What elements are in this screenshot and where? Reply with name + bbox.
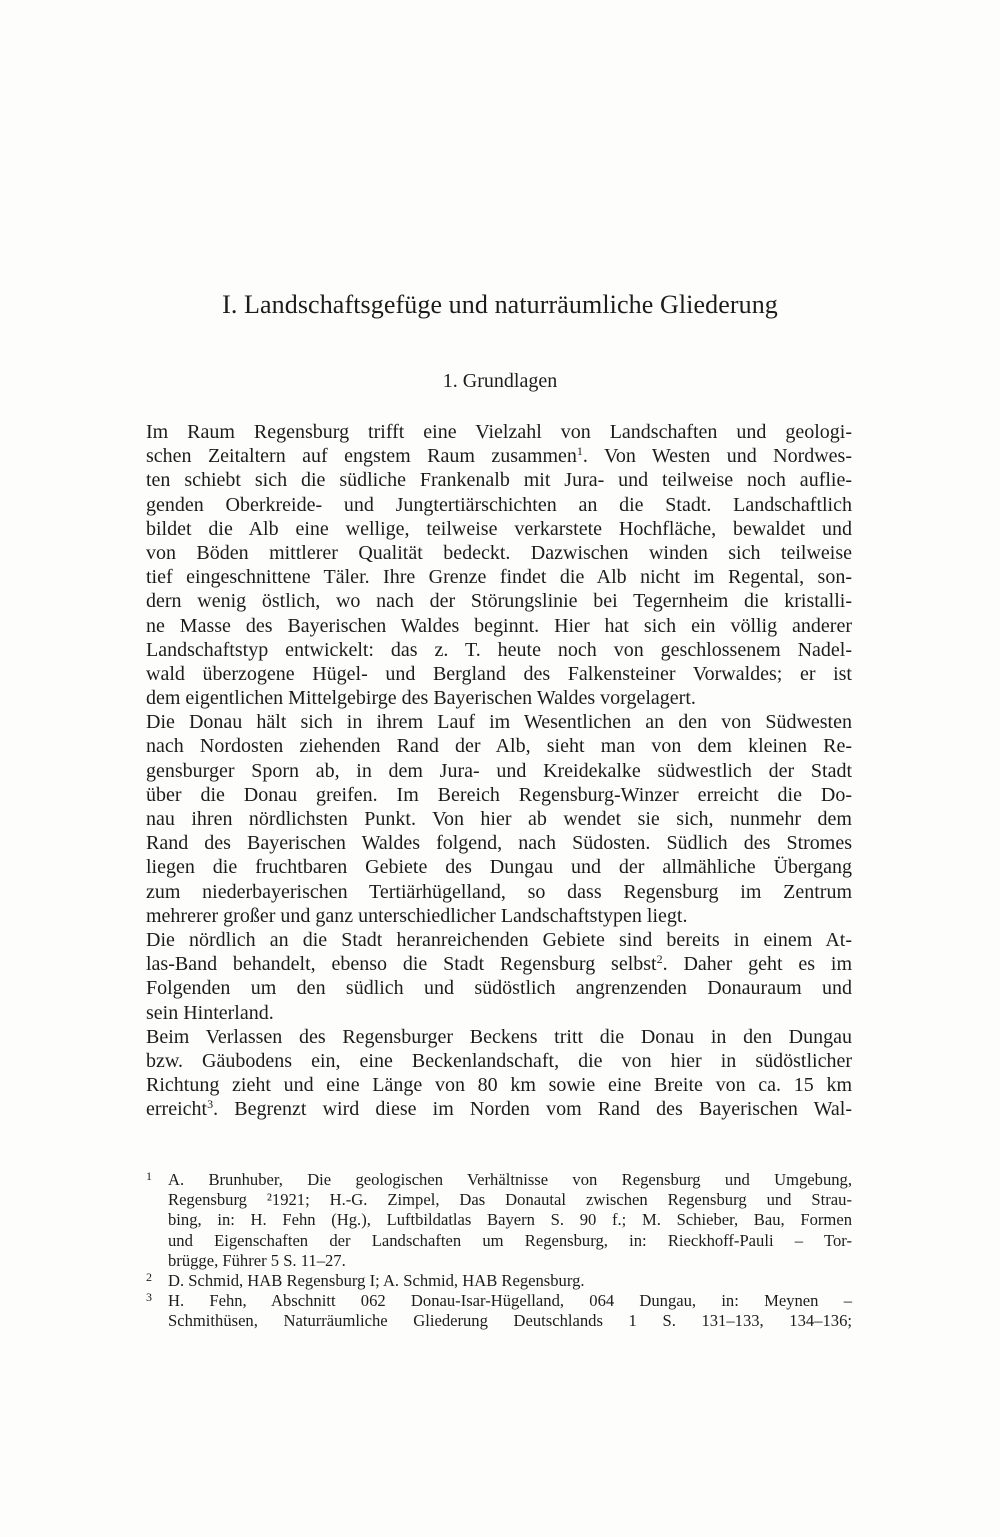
body-line: las-Band behandelt, ebenso die Stadt Regensburg selbst$^2$. Daher geht es im [146,952,852,976]
body-line: Die nördlich an die Stadt heranreichenden Gebiete sind bereits in einem At- [146,928,852,951]
body-line: Die Donau hält sich in ihrem Lauf im Wesentlichen an den von Südwesten [146,711,852,734]
footnote-line: Regensburg ²1921; H.-G. Zimpel, Das Donautal zwischen Regensburg und Strau- [168,1190,852,1210]
footnotes [146,1170,852,1332]
body-line: Landschaftstyp entwickelt: das z. T. heute noch von geschlossenem Nadel- [146,638,852,661]
section-title: 1. Grundlagen [442,370,558,392]
footnote-line: D. Schmid, HAB Regensburg I; A. Schmid, HAB Regensburg. [168,1270,585,1290]
body-line: genden Oberkreide- und Jungtertiärschichten an die Stadt. Landschaftlich [146,493,852,516]
body-line: wald überzogene Hügel- und Bergland des Falkensteiner Vorwaldes; er ist [146,662,852,685]
body-line: Im Raum Regensburg trifft eine Vielzahl von Landschaften und geologi- [146,421,852,443]
body-line: ten schiebt sich die südliche Frankenalb mit Jura- und teilweise noch auflie- [146,469,852,492]
footnote-reference: 1 [576,444,583,459]
body-line: nach Nordosten ziehenden Rand der Alb, sieht man von dem kleinen Re- [146,735,852,758]
body-line: von Böden mittlerer Qualität bedeckt. Dazwischen winden sich teilweise [146,541,852,564]
footnote-line: und Eigenschaften der Landschaften um Regensburg, in: Rieckhoff-Pauli – Tor- [168,1230,852,1250]
footnote-line: brügge, Führer 5 S. 11–27. [168,1250,346,1270]
body-line: gensburger Sporn ab, in dem Jura- und Kreidekalke südwestlich der Stadt [146,759,852,782]
footnote-reference: 3 [207,1097,214,1112]
body-line: mehrerer großer und ganz unterschiedlicher Landschaftstypen liegt. [146,904,688,927]
body-line: tief eingeschnittene Täler. Ihre Grenze findet die Alb nicht im Regental, son- [146,566,852,589]
body-line: sein Hinterland. [146,1001,274,1024]
body-line: über die Donau greifen. Im Bereich Regensburg-Winzer erreicht die Do- [146,783,852,806]
chapter-title: I. Landschaftsgefüge und naturräumliche Gliederung [222,290,778,319]
body-line: Folgenden um den südlich und südöstlich angrenzenden Donauraum und [146,977,852,1000]
body-line: zum niederbayerischen Tertiärhügelland, so dass Regensburg im Zentrum [146,880,852,903]
footnote-line: A. Brunhuber, Die geologischen Verhältnisse von Regensburg und Umgebung, [168,1170,852,1189]
body-line: nau ihren nördlichsten Punkt. Von hier ab wendet sie sich, nunmehr dem [146,808,852,830]
footnote [146,1271,852,1291]
body-line: liegen die fruchtbaren Gebiete des Dungau und der allmähliche Übergang [146,856,852,879]
body-line: dem eigentlichen Mittelgebirge des Bayerischen Waldes vorgelagert. [146,687,696,710]
body-line: schen Zeitaltern auf engstem Raum zusammen$^1$. Von Westen und Nordwes- [146,444,852,468]
body-line: Richtung zieht und eine Länge von 80 km sowie eine Breite von ca. 15 km [146,1074,852,1097]
body-text [146,420,852,1121]
body-line: Beim Verlassen des Regensburger Beckens tritt die Donau in den Dungau [146,1025,852,1048]
footnote [146,1170,852,1271]
body-line: bzw. Gäubodens ein, eine Beckenlandschaft, die von hier in südöstlicher [146,1049,852,1072]
footnote-reference: 2 [656,952,663,967]
footnote-line: H. Fehn, Abschnitt 062 Donau-Isar-Hügelland, 064 Dungau, in: Meynen – [168,1291,852,1311]
footnote-line: bing, in: H. Fehn (Hg.), Luftbildatlas Bayern S. 90 f.; M. Schieber, Bau, Formen [168,1210,852,1230]
body-line: erreicht$^3$. Begrenzt wird diese im Norden vom Rand des Bayerischen Wal- [146,1097,852,1121]
body-line: bildet die Alb eine wellige, teilweise verkarstete Hochfläche, bewaldet und [146,517,852,540]
footnote-line: Schmithüsen, Naturräumliche Gliederung Deutschlands 1 S. 131–133, 134–136; [168,1311,852,1331]
footnote-number: 1 [146,1169,152,1183]
body-line: dern wenig östlich, wo nach der Störungslinie bei Tegernheim die kristalli- [146,590,852,613]
footnote-number: 2 [146,1269,152,1284]
footnote-number: 3 [146,1290,152,1305]
body-line: ne Masse des Bayerischen Waldes beginnt. Hier hat sich ein völlig anderer [146,614,852,637]
footnote [146,1291,852,1331]
body-line: Rand des Bayerischen Waldes folgend, nach Südosten. Südlich des Stromes [146,832,852,855]
